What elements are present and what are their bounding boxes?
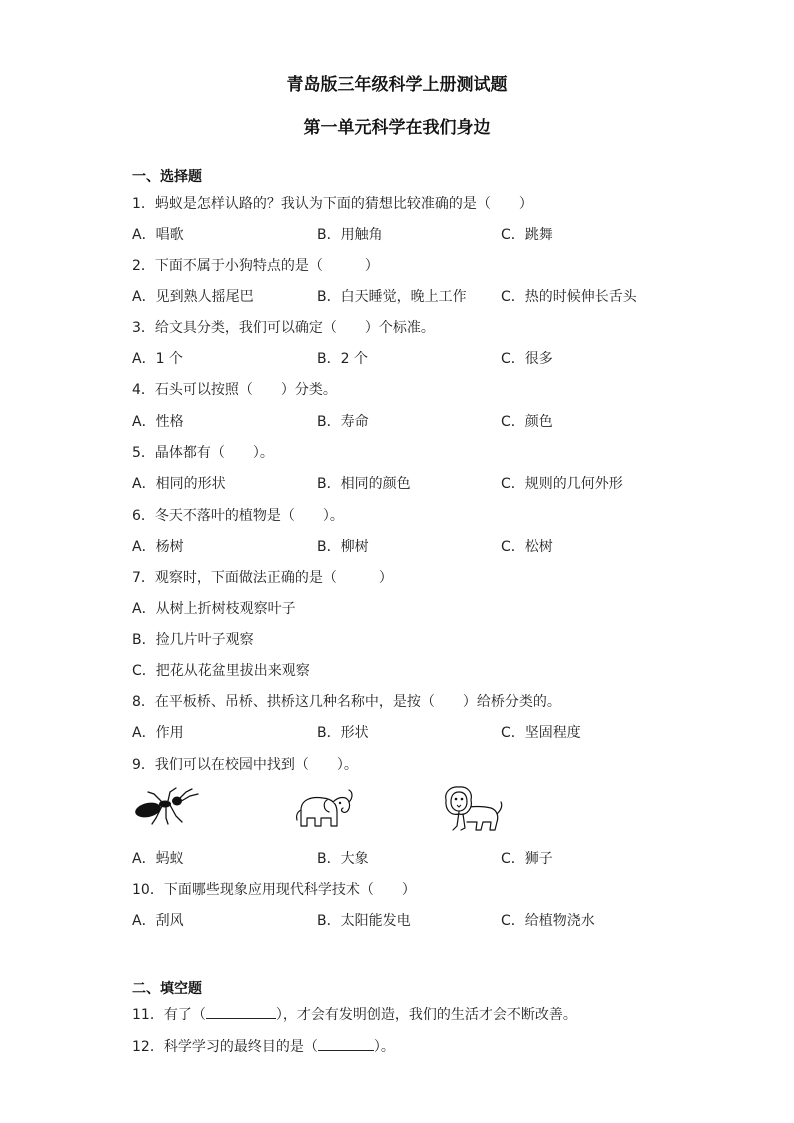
question-11-blank[interactable] — [206, 1004, 276, 1019]
question-1-option-a: A．唱歌 — [132, 227, 184, 243]
question-7-stem: 7．观察时，下面做法正确的是（ ） — [132, 570, 393, 586]
question-1-stem: 1．蚂蚁是怎样认路的？我认为下面的猜想比较准确的是（ ） — [132, 196, 533, 212]
question-11-suffix: ），才会有发明创造，我们的生活才会不断改善。 — [275, 1007, 577, 1023]
question-7-option-c: C．把花从花盆里拔出来观察 — [132, 663, 310, 679]
question-2-option-b: B．白天睡觉，晚上工作 — [317, 289, 467, 305]
question-3-option-c: C．很多 — [501, 351, 553, 367]
section-heading-fill-blank: 二、填空题 — [132, 981, 202, 997]
question-11 — [132, 1004, 577, 1024]
question-9-option-b: B．大象 — [317, 851, 369, 867]
question-12-blank[interactable] — [318, 1036, 374, 1051]
question-10-option-a: A．刮风 — [132, 913, 184, 929]
question-10-stem: 10．下面哪些现象应用现代科学技术（ ） — [132, 882, 416, 898]
question-4-option-c: C．颜色 — [501, 414, 553, 430]
question-3-stem: 3．给文具分类，我们可以确定（ ）个标准。 — [132, 320, 435, 336]
question-1-option-c: C．跳舞 — [501, 227, 553, 243]
section-heading-choice: 一、选择题 — [132, 169, 202, 185]
question-7-option-a: A．从树上折树枝观察叶子 — [132, 601, 296, 617]
question-8-stem: 8．在平板桥、吊桥、拱桥这几种名称中，是按（ ）给桥分类的。 — [132, 694, 561, 710]
question-3-option-b: B．2 个 — [317, 351, 368, 367]
question-8-option-b: B．形状 — [317, 725, 369, 741]
question-5-stem: 5．晶体都有（ ）。 — [132, 445, 274, 461]
question-4-option-b: B．寿命 — [317, 414, 369, 430]
question-12-suffix: ）。 — [373, 1039, 395, 1055]
question-1-option-b: B．用触角 — [317, 227, 383, 243]
question-2-option-a: A．见到熟人摇尾巴 — [132, 289, 254, 305]
question-6-option-c: C．松树 — [501, 539, 553, 555]
question-7-option-b: B．捡几片叶子观察 — [132, 632, 254, 648]
question-4-stem: 4．石头可以按照（ ）分类。 — [132, 382, 337, 398]
question-3-option-a: A．1 个 — [132, 351, 183, 367]
question-2-option-c: C．热的时候伸长舌头 — [501, 289, 637, 305]
question-12 — [132, 1036, 395, 1056]
lion-picture — [443, 784, 505, 834]
question-5-option-b: B．相同的颜色 — [317, 476, 411, 492]
ant-picture — [132, 784, 204, 826]
question-11-prefix: 11．有了（ — [132, 1007, 206, 1023]
question-6-stem: 6．冬天不落叶的植物是（ ）。 — [132, 508, 344, 524]
elephant-picture — [293, 788, 357, 832]
page-subtitle: 第一单元科学在我们身边 — [303, 118, 491, 138]
question-5-option-a: A．相同的形状 — [132, 476, 226, 492]
question-9-stem: 9．我们可以在校园中找到（ ）。 — [132, 757, 358, 773]
question-9-option-a: A．蚂蚁 — [132, 851, 184, 867]
question-6-option-a: A．杨树 — [132, 539, 184, 555]
question-12-prefix: 12．科学学习的最终目的是（ — [132, 1039, 318, 1055]
question-2-stem: 2．下面不属于小狗特点的是（ ） — [132, 258, 379, 274]
page-title: 青岛版三年级科学上册测试题 — [286, 75, 508, 95]
question-10-option-b: B．太阳能发电 — [317, 913, 411, 929]
question-10-option-c: C．给植物浇水 — [501, 913, 595, 929]
question-6-option-b: B．柳树 — [317, 539, 369, 555]
question-4-option-a: A．性格 — [132, 414, 184, 430]
question-8-option-c: C．坚固程度 — [501, 725, 581, 741]
question-8-option-a: A．作用 — [132, 725, 184, 741]
question-5-option-c: C．规则的几何外形 — [501, 476, 623, 492]
question-9-option-c: C．狮子 — [501, 851, 553, 867]
